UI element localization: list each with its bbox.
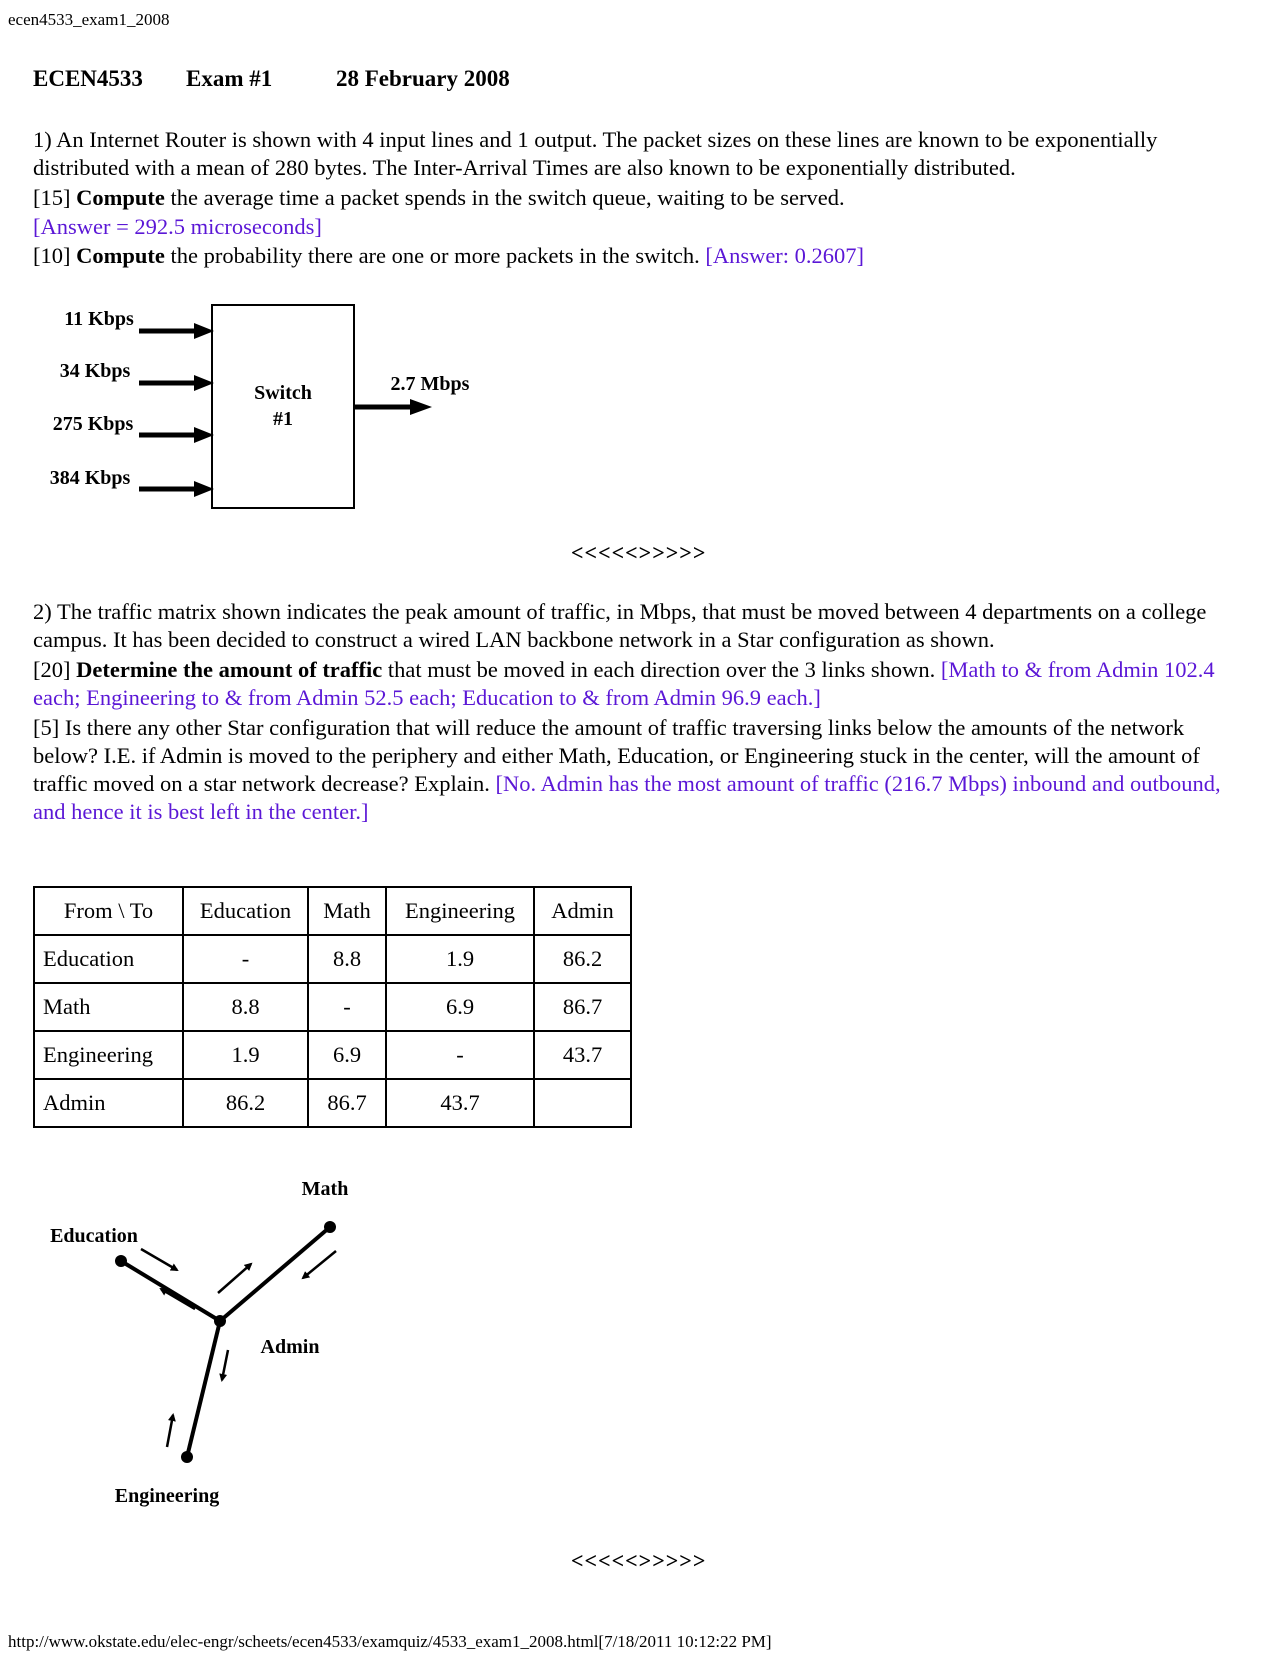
q1-part1-points: [15] xyxy=(33,185,71,210)
table-cell: 1.9 xyxy=(386,935,534,983)
arrow-to-math xyxy=(218,1264,251,1293)
page-header-filename: ecen4533_exam1_2008 xyxy=(8,10,170,29)
input-rate-2: 34 Kbps xyxy=(59,360,131,382)
output-arrowhead xyxy=(410,399,432,415)
table-cell: 8.8 xyxy=(183,983,308,1031)
course-code: ECEN4533 xyxy=(33,66,143,91)
q1-part2 xyxy=(33,242,1248,270)
table-header-cell: From \ To xyxy=(34,887,183,935)
question-2 xyxy=(33,598,1248,826)
q1-part2-verb: Compute xyxy=(76,243,165,268)
q1-part1-answer: [Answer = 292.5 microseconds] xyxy=(33,214,322,239)
section-separator-2: <<<<<>>>>> xyxy=(571,1548,707,1573)
q1-part2-text: the probability there are one or more packets in the switch. xyxy=(170,243,700,268)
star-network-diagram xyxy=(0,1165,380,1515)
q2-part2-answer: [No. Admin has the most amount of traffic (216.7 Mbps) inbound and outbound, and hence it is best left in the center.] xyxy=(33,771,1221,824)
link-admin-education xyxy=(121,1261,220,1321)
q1-intro: 1) An Internet Router is shown with 4 input lines and 1 output. The packet sizes on these lines are known to be exponentially distributed with a mean of 280 bytes. The Inter-Arrival Times are also known to be exponentially distributed. xyxy=(33,127,1158,180)
q2-part2 xyxy=(33,714,1248,826)
q1-part2-points: [10] xyxy=(33,243,71,268)
table-cell: 43.7 xyxy=(534,1031,631,1079)
switch-label-line2: #1 xyxy=(273,408,293,430)
q1-part2-answer: [Answer: 0.2607] xyxy=(705,243,865,268)
q2-part1 xyxy=(33,656,1248,712)
output-rate: 2.7 Mbps xyxy=(390,373,470,395)
switch-label-line1: Switch xyxy=(254,382,312,404)
node-label-engineering: Engineering xyxy=(114,1485,220,1507)
q1-part1-text: the average time a packet spends in the switch queue, waiting to be served. xyxy=(170,185,845,210)
table-row-label: Engineering xyxy=(34,1031,183,1079)
table-header-cell: Engineering xyxy=(386,887,534,935)
q2-part1-points: [20] xyxy=(33,657,71,682)
q2-intro: 2) The traffic matrix shown indicates the peak amount of traffic, in Mbps, that must be moved between 4 departments on a college campus. It has been decided to construct a wired LAN backbone network in a Star configuration as shown. xyxy=(33,599,1207,652)
table-header-cell: Math xyxy=(308,887,386,935)
table-row-label: Education xyxy=(34,935,183,983)
node-engineering xyxy=(181,1451,193,1463)
arrow-from-engineering xyxy=(167,1415,173,1447)
input-rate-4: 384 Kbps xyxy=(49,467,131,489)
node-label-education: Education xyxy=(50,1225,138,1247)
node-math xyxy=(324,1221,336,1233)
table-row xyxy=(34,935,631,983)
table-cell xyxy=(534,1079,631,1127)
table-cell: 86.2 xyxy=(183,1079,308,1127)
arrow-to-admin-from-education xyxy=(141,1249,177,1270)
table-header-row xyxy=(34,887,631,935)
table-cell: 1.9 xyxy=(183,1031,308,1079)
table-row xyxy=(34,1079,631,1127)
table-cell: 6.9 xyxy=(308,1031,386,1079)
link-admin-engineering xyxy=(187,1321,220,1457)
table-header-cell: Admin xyxy=(534,887,631,935)
arrow-to-education xyxy=(161,1289,195,1309)
node-admin xyxy=(214,1315,226,1327)
table-cell: - xyxy=(386,1031,534,1079)
exam-date: 28 February 2008 xyxy=(336,66,510,91)
table-cell: 86.7 xyxy=(308,1079,386,1127)
table-cell: 86.2 xyxy=(534,935,631,983)
node-label-math: Math xyxy=(301,1178,349,1200)
switch-box xyxy=(212,305,354,508)
table-cell: 86.7 xyxy=(534,983,631,1031)
q1-part1 xyxy=(33,184,1248,212)
table-row-label: Math xyxy=(34,983,183,1031)
question-1 xyxy=(33,126,1248,270)
q2-part2-text: [5] Is there any other Star configuration that will reduce the amount of traffic traversing links below the amounts of the network below? I.E. if Admin is moved to the periphery and either Math, Education, or Engineering stuck in the center, will the amount of traffic moved on a star network decrease? Explain. xyxy=(33,715,1200,796)
node-label-admin: Admin xyxy=(260,1336,320,1358)
input-rate-3: 275 Kbps xyxy=(52,413,134,435)
router-diagram xyxy=(0,295,520,520)
table-header-cell: Education xyxy=(183,887,308,935)
exam-number: Exam #1 xyxy=(186,66,273,91)
q2-part1-answer: [Math to & from Admin 102.4 each; Engineering to & from Admin 52.5 each; Education to & from Admin 96.9 each.] xyxy=(33,657,1215,710)
section-separator-1: <<<<<>>>>> xyxy=(571,540,707,565)
table-row-label: Admin xyxy=(34,1079,183,1127)
table-cell: - xyxy=(308,983,386,1031)
arrow-to-engineering xyxy=(222,1350,228,1380)
table-cell: 8.8 xyxy=(308,935,386,983)
node-education xyxy=(115,1255,127,1267)
table-row xyxy=(34,983,631,1031)
q2-part1-verb: Determine the amount of traffic xyxy=(76,657,383,682)
traffic-matrix-table xyxy=(33,886,632,1128)
q1-part1-verb: Compute xyxy=(76,185,165,210)
link-admin-math xyxy=(220,1227,330,1321)
table-cell: 6.9 xyxy=(386,983,534,1031)
input-rate-1: 11 Kbps xyxy=(64,308,134,330)
table-cell: 43.7 xyxy=(386,1079,534,1127)
table-row xyxy=(34,1031,631,1079)
q2-part1-text: that must be moved in each direction over the 3 links shown. xyxy=(387,657,936,682)
table-cell: - xyxy=(183,935,308,983)
page-footer-url: http://www.okstate.edu/elec-engr/scheets/ecen4533/examquiz/4533_exam1_2008.html[7/18/2011 10:12:22 PM] xyxy=(8,1632,772,1651)
arrow-from-math xyxy=(303,1251,336,1278)
